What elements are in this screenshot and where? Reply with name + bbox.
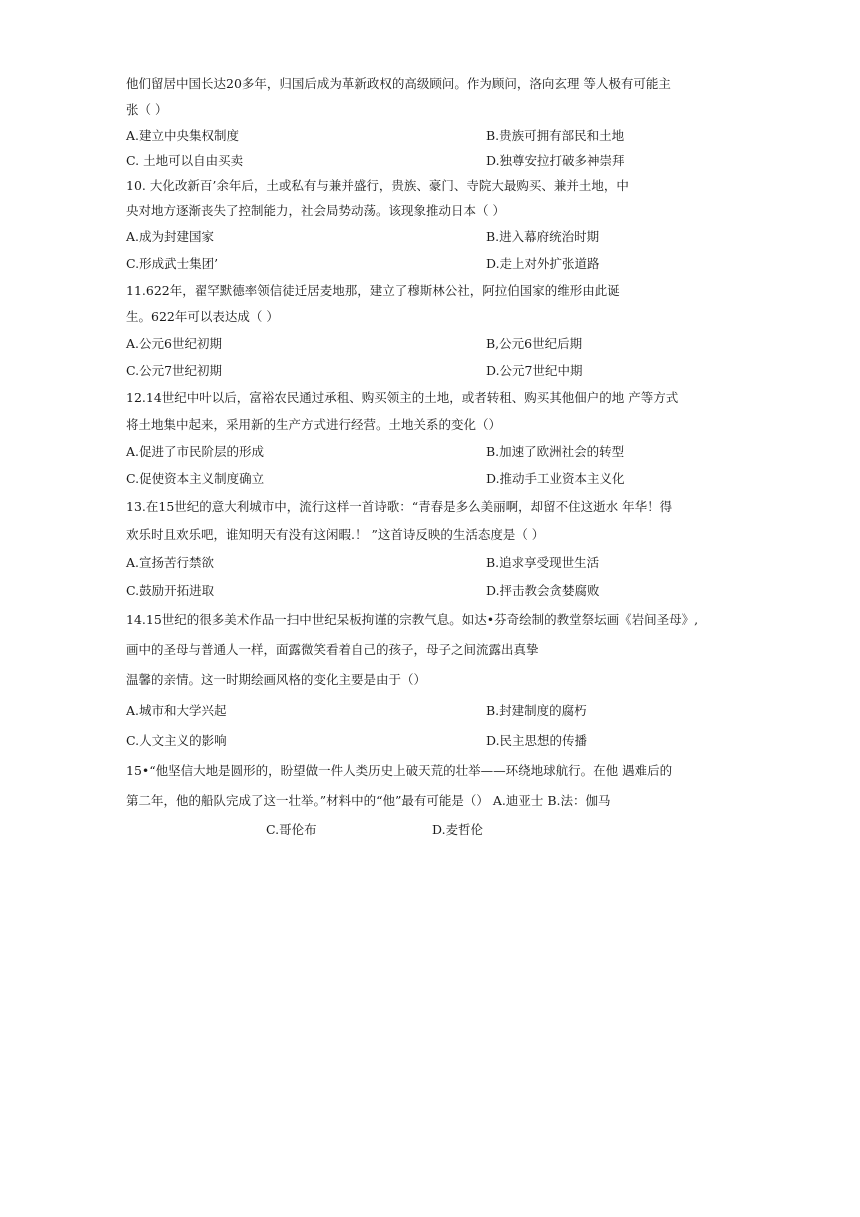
question-11-stem-line-2: 生。622年可以表达成（ ） [126, 309, 279, 324]
question-12-option-c: C.促使资本主义制度确立 [126, 471, 265, 486]
question-13-option-a: A.宣扬苦行禁欲 [126, 555, 215, 570]
question-9-option-d: D.独尊安拉打破多神崇拜 [486, 153, 625, 168]
question-10-option-d: D.走上对外扩张道路 [486, 256, 600, 271]
question-14-option-c: C.人文主义的影响 [126, 733, 227, 748]
question-11-option-c: C.公元7世纪初期 [126, 363, 223, 378]
question-14-option-d: D.民主思想的传播 [486, 733, 588, 748]
question-10-option-a: A.成为封建国家 [126, 229, 215, 244]
question-12-option-b: B.加速了欧洲社会的转型 [486, 444, 625, 459]
question-9-stem-line-1: 他们留居中国长达20多年，归国后成为革新政权的高级顾问。作为顾问，洛向玄理 等人极有可能主 [126, 76, 671, 91]
question-12-option-d: D.推动手工业资本主义化 [486, 471, 625, 486]
question-15-stem-line-1: 15•“他坚信大地是圆形的，盼望做一件人类历史上破天荒的壮举——环绕地球航行。在他 遇难后的 [126, 763, 673, 778]
question-12-option-a: A.促进了市民阶层的形成 [126, 444, 265, 459]
question-13-option-c: C.鼓励开拓进取 [126, 583, 215, 598]
question-10-option-c: C.形成武士集团’ [126, 256, 219, 271]
question-11-option-d: D.公元7世纪中期 [486, 363, 583, 378]
question-15-option-c: C.哥伦布 [266, 822, 317, 837]
question-15-stem-line-2: 第二年，他的船队完成了这一壮举。”材料中的“他”最有可能是（） A.迪亚士 B.法：伽马 [126, 793, 611, 808]
question-13-option-b: B.追求享受现世生活 [486, 555, 600, 570]
question-14-option-a: A.城市和大学兴起 [126, 703, 227, 718]
question-13-option-d: D.抨击教会贪婪腐败 [486, 583, 600, 598]
question-14-stem-line-2: 画中的圣母与普通人一样，面露微笑看着自己的孩子，母子之间流露出真挚 [126, 642, 539, 657]
question-10-option-b: B.进入幕府统治时期 [486, 229, 600, 244]
question-10-stem-line-2: 央对地方逐渐丧失了控制能力，社会局势动荡。该现象推动日本（ ） [126, 203, 505, 218]
question-15-option-d: D.麦哲伦 [432, 822, 484, 837]
question-13-stem-line-2: 欢乐时且欢乐吧，谁知明天有没有这闲暇.！ ”这首诗反映的生活态度是（ ） [126, 527, 545, 542]
question-14-option-b: B.封建制度的腐朽 [486, 703, 587, 718]
question-14-stem-line-3: 温馨的亲情。这一时期绘画风格的变化主要是由于（） [126, 672, 427, 687]
question-10-stem-line-1: 10. 大化改新百’余年后，土或私有与兼并盛行，贵族、豪门、寺院大最购买、兼并土地，中 [126, 178, 629, 193]
question-11-stem-line-1: 11.622年，翟罕默德率领信徒迁居麦地那，建立了穆斯林公社，阿拉伯国家的维形由此诞 [126, 283, 620, 298]
question-14-stem-line-1: 14.15世纪的很多美术作品一扫中世纪呆板拘谨的宗教气息。如达•芬奇绘制的教堂祭坛画《岩间圣母》, [126, 612, 699, 627]
question-13-stem-line-1: 13.在15世纪的意大利城市中，流行这样一首诗歌：“青春是多么美丽啊，却留不住这逝水 年华！得 [126, 499, 673, 514]
question-11-option-b: B,公元6世纪后期 [486, 336, 583, 351]
question-12-stem-line-2: 将土地集中起来，采用新的生产方式进行经营。土地关系的变化（） [126, 417, 502, 432]
question-9-option-b: B.贵族可拥有部民和土地 [486, 128, 625, 143]
question-9-option-c: C. 土地可以自由买卖 [126, 153, 244, 168]
question-9-option-a: A.建立中央集权制度 [126, 128, 240, 143]
question-12-stem-line-1: 12.14世纪中叶以后，富裕农民通过承租、购买领主的土地，或者转租、购买其他佃户的地 产等方式 [126, 390, 679, 405]
question-11-option-a: A.公元6世纪初期 [126, 336, 222, 351]
question-9-stem-line-2: 张（ ） [126, 102, 168, 117]
